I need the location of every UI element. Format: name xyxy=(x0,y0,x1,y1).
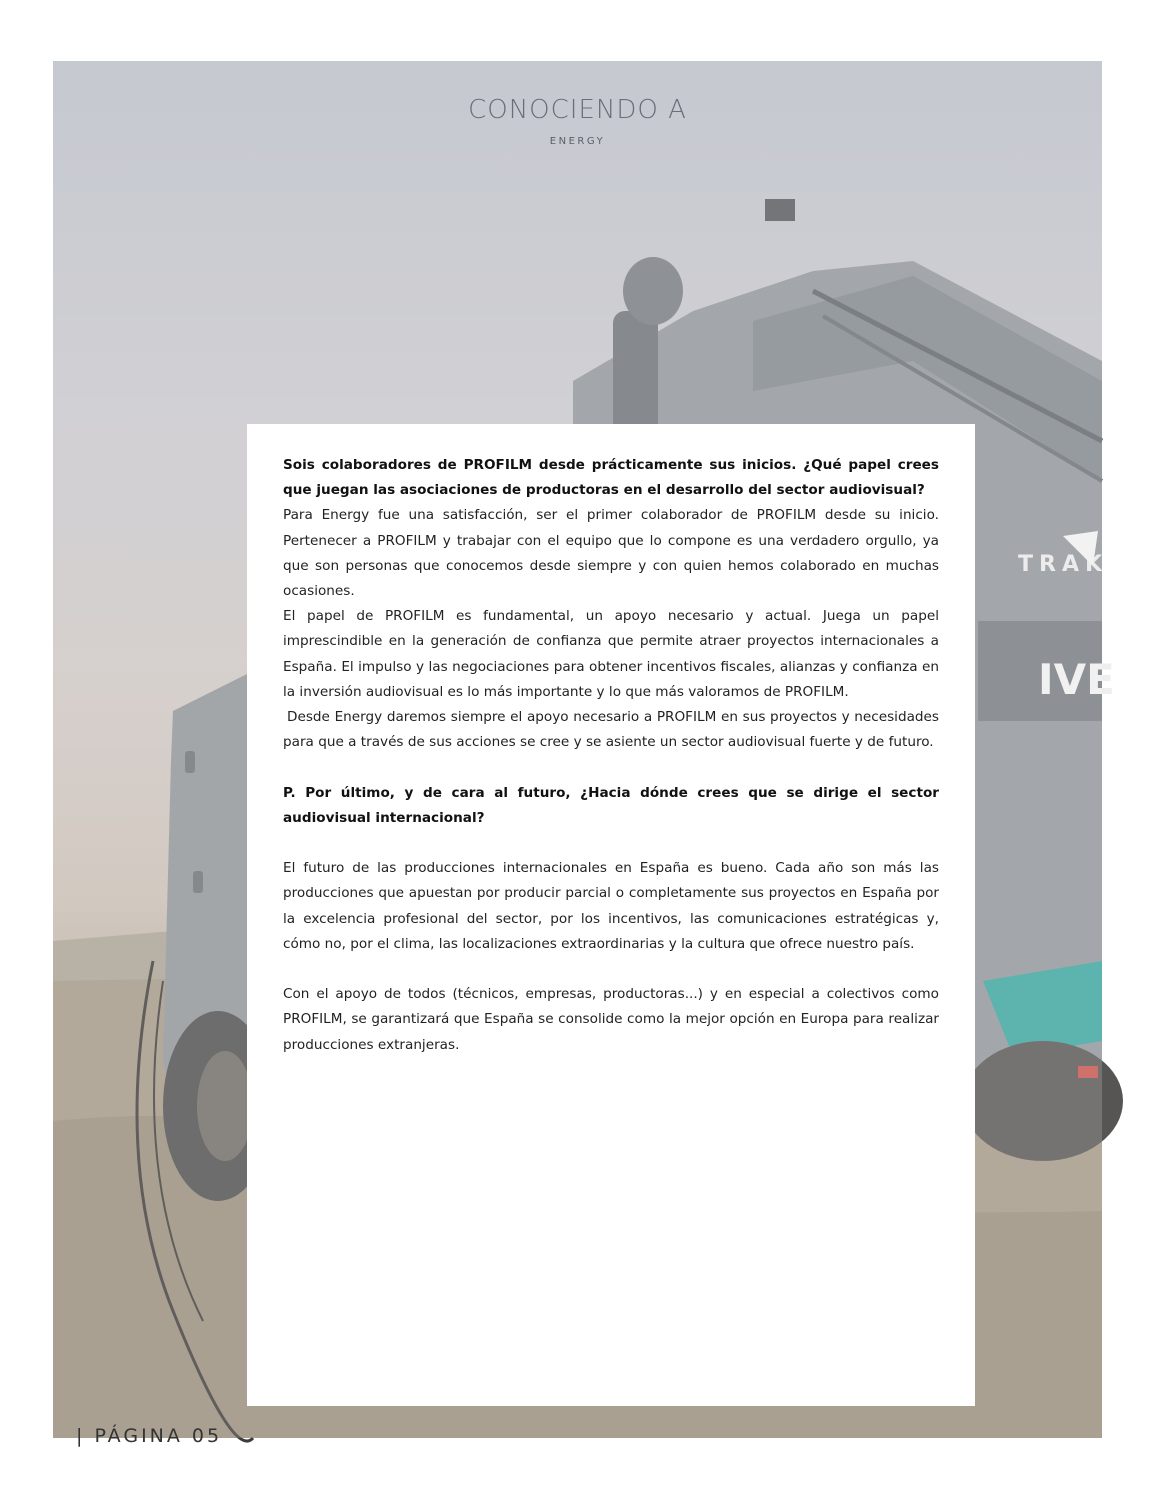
spacer xyxy=(283,755,939,780)
article-card xyxy=(247,424,975,1406)
spacer xyxy=(283,831,939,856)
page-subtitle: ENERGY xyxy=(549,136,606,147)
page-number: | PÁGINA 05 xyxy=(76,1425,223,1447)
answer-2-paragraph-1: El futuro de las producciones internacionales en España es bueno. Cada año son más las producciones que apuestan por producir parcial o completamente sus proyectos en España por la excelencia profesional del sector, por los incentivos, las comunicaciones estratégicas y, cómo no, por el clima, las localizaciones extraordinarias y la cultura que ofrece nuestro país. xyxy=(283,860,939,952)
article-body xyxy=(283,453,939,1058)
page-title: CONOCIENDO A xyxy=(468,95,687,125)
question-2: P. Por último, y de cara al futuro, ¿Hacia dónde crees que se dirige el sector audiovisual internacional? xyxy=(283,784,939,826)
answer-2-paragraph-2: Con el apoyo de todos (técnicos, empresas, productoras...) y en especial a colectivos como PROFILM, se garantizará que España se consolide como la mejor opción en Europa para realizar producciones extranjeras. xyxy=(283,986,939,1053)
answer-1-paragraph-2: El papel de PROFILM es fundamental, un apoyo necesario y actual. Juega un papel imprescindible en la generación de confianza que permite atraer proyectos internacionales a España. El impulso y las negociaciones para obtener incentivos fiscales, alianzas y confianza en la inversión audiovisual es lo más importante y lo que más valoramos de PROFILM. xyxy=(283,608,939,700)
truck-logo-text: TRAK xyxy=(1018,552,1109,577)
spacer xyxy=(283,957,939,982)
answer-1-paragraph-1: Para Energy fue una satisfacción, ser el primer colaborador de PROFILM desde su inicio. Pertenecer a PROFILM y trabajar con el equipo que lo compone es una verdadero orgullo, ya que son personas que conocemos desde siempre y con quien hemos colaborado en muchas ocasiones. xyxy=(283,507,939,600)
answer-1-paragraph-3: Desde Energy daremos siempre el apoyo necesario a PROFILM en sus proyectos y necesidades para que a través de sus acciones se cree y se asiente un sector audiovisual fuerte y de futuro. xyxy=(283,709,939,751)
question-1: Sois colaboradores de PROFILM desde prácticamente sus inicios. ¿Qué papel crees que juegan las asociaciones de productoras en el desarrollo del sector audiovisual? xyxy=(283,457,939,499)
truck-brand-text: IVE xyxy=(1038,655,1115,704)
